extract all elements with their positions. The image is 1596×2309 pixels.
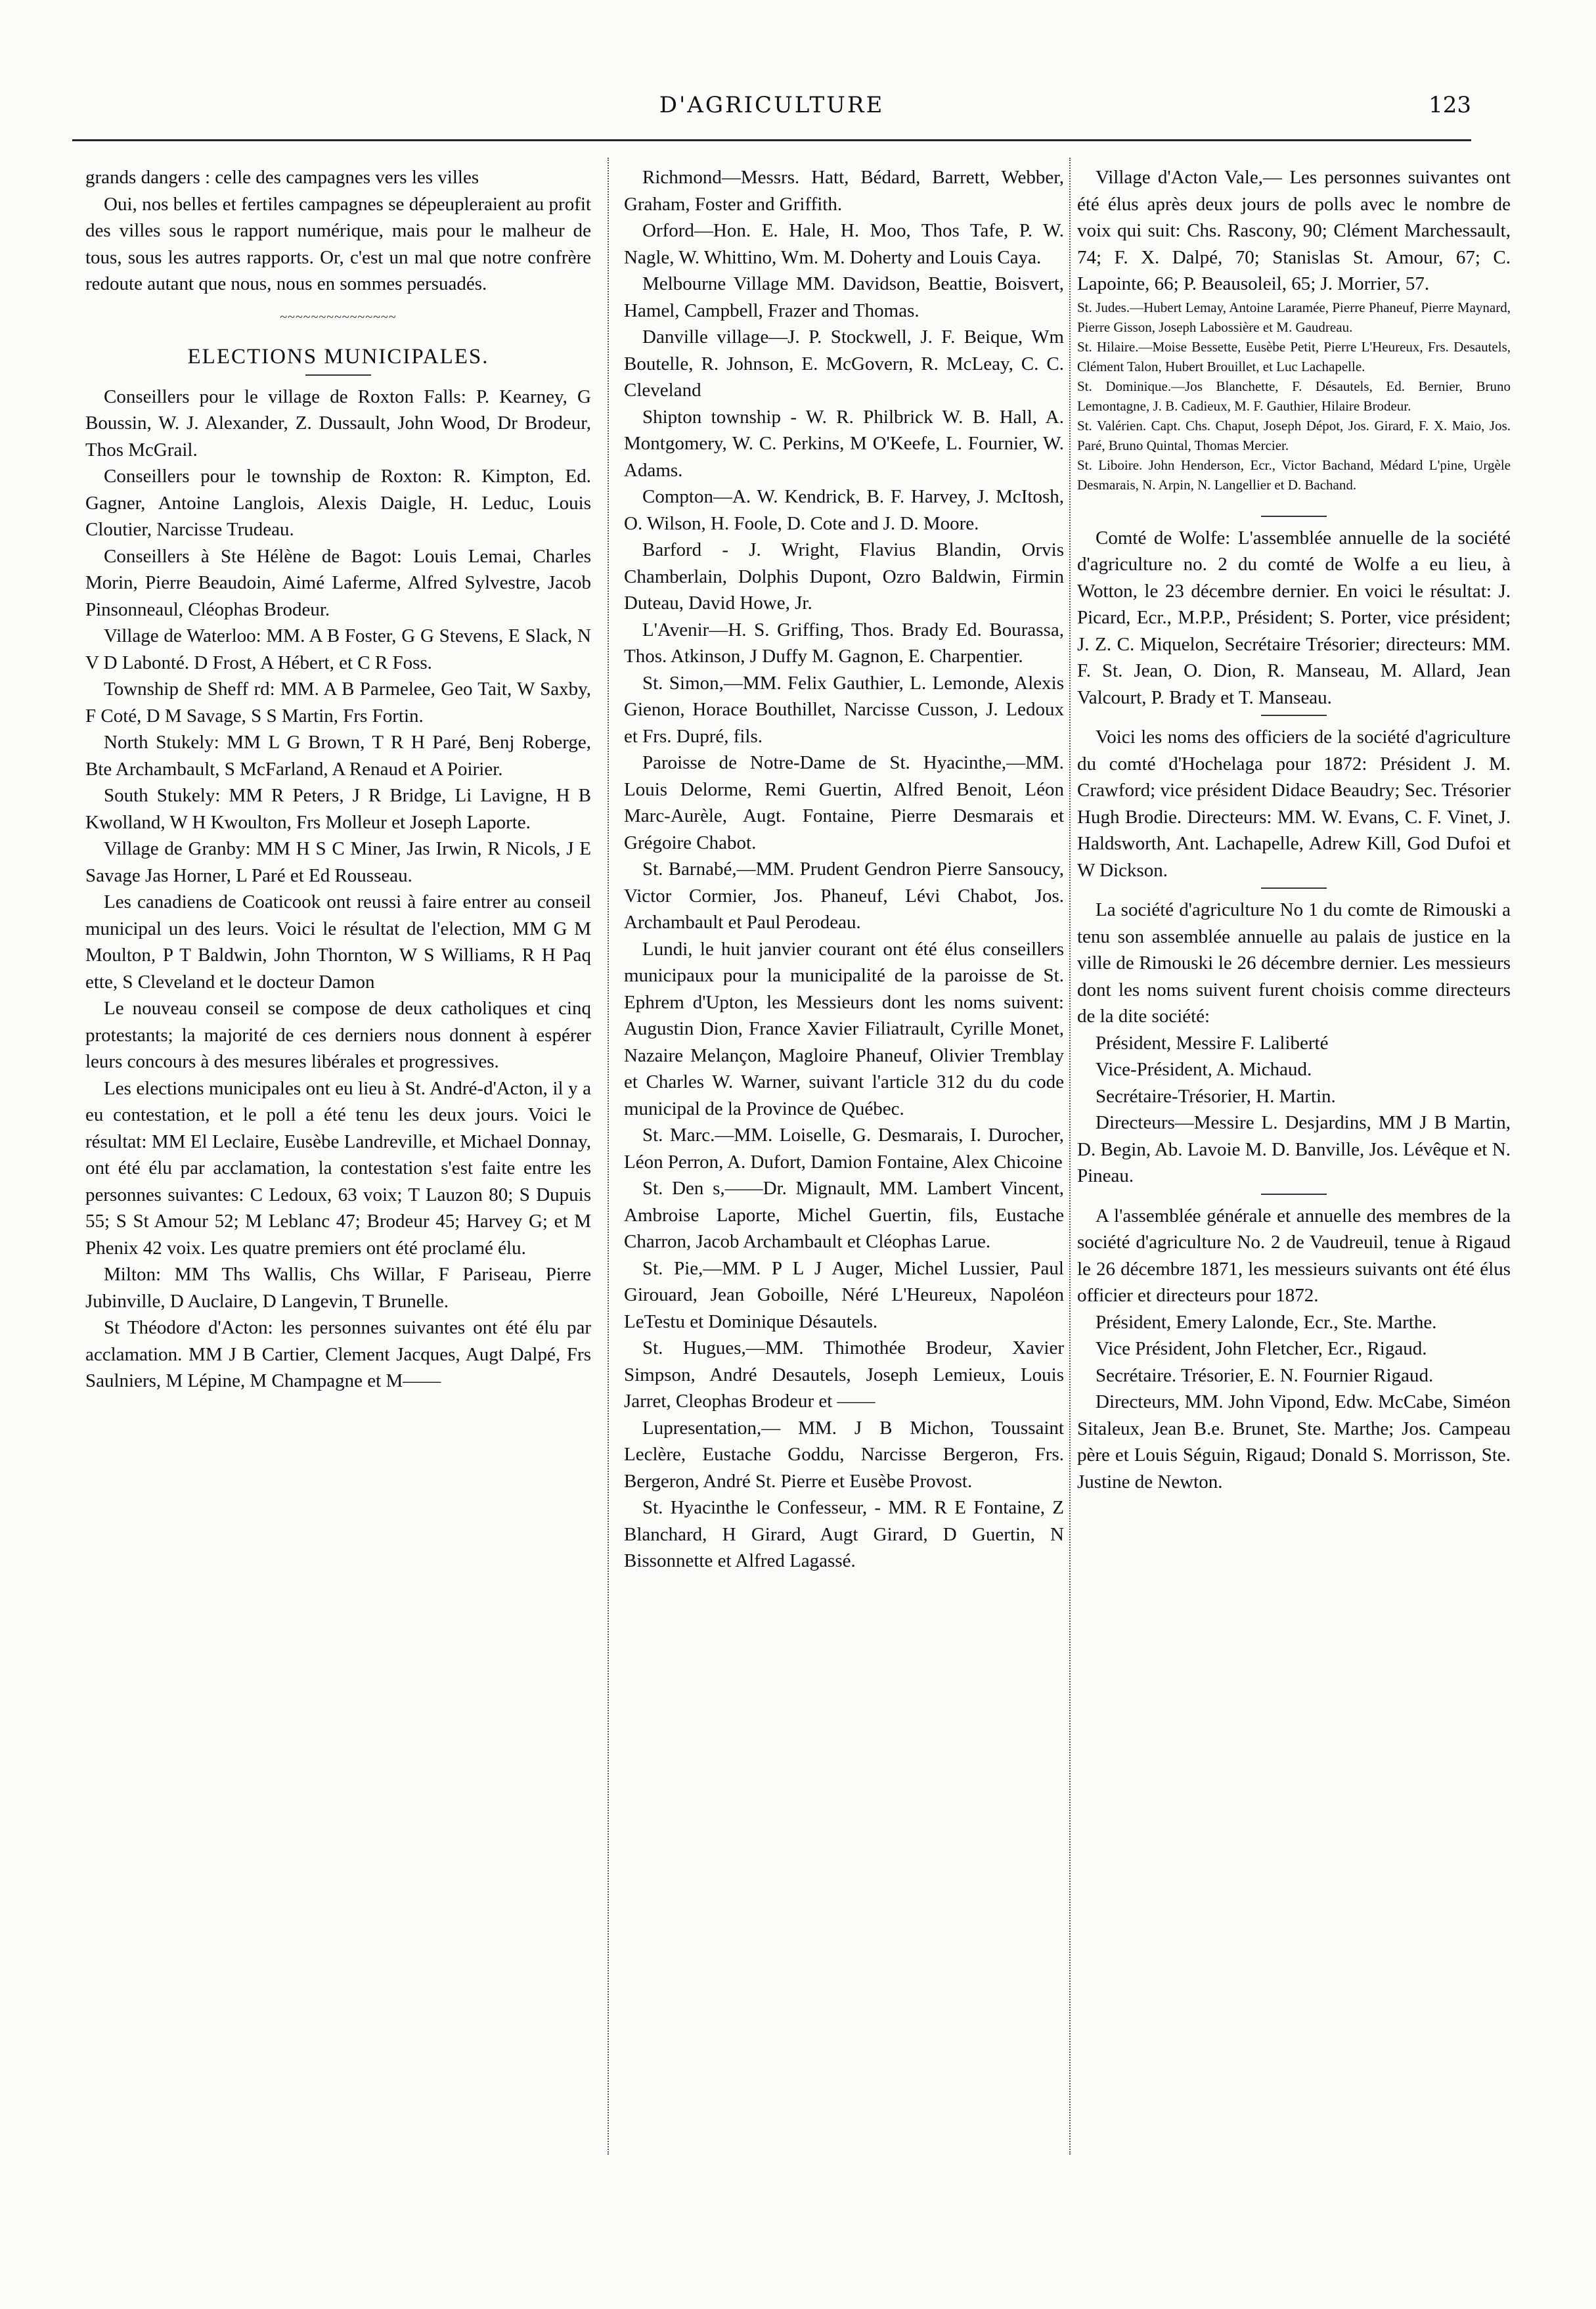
paragraph: Les elections municipales ont eu lieu à St. André-d'Acton, il y a eu contestation, et le poll a été tenu les deux jours. Voici le résultat: MM El Leclaire, Eusèbe Landreville, et Michael Donnay, ont été élu par acclamation, la contestation s'est faite entre les personnes suivantes: C Ledoux, 63 voix; T Lauzon 80; S Dupuis 55; S St Amour 52; M Leblanc 47; Brodeur 45; Harvey G; et M Phenix 42 voix. Les quatre premiers ont été proclamé élu. [85,1077,591,1259]
paragraph: Paroisse de Notre-Dame de St. Hyacinthe,—MM. Louis Delorme, Remi Guertin, Alfred Benoit, Léon Marc-Aurèle, Augt. Fontaine, Pierre Desmarais et Grégoire Chabot. [624,752,1064,853]
short-rule [1261,516,1327,517]
column-3 [1077,164,1511,1495]
paragraph: Milton: MM Ths Wallis, Chs Willar, F Pariseau, Pierre Jubinville, D Auclaire, D Langevin, T Brunelle. [85,1264,591,1312]
officer-line: Vice Président, John Fletcher, Ecr., Rigaud. [1096,1338,1427,1359]
paragraph: Barford - J. Wright, Flavius Blandin, Orvis Chamberlain, Dolphis Dupont, Ozro Baldwin, Firmin Duteau, David Howe, Jr. [624,539,1064,614]
paragraph: St. Hyacinthe le Confesseur, - MM. R E Fontaine, Z Blanchard, H Girard, Augt Girard, D Guertin, N Bissonnette et Alfred Lagassé. [624,1497,1064,1571]
short-rule [1261,715,1327,716]
officer-line: Vice-Président, A. Michaud. [1096,1059,1312,1080]
paragraph: St Théodore d'Acton: les personnes suivantes ont été élu par acclamation. MM J B Cartier, Clement Jacques, Augt Dalpé, Frs Saulniers, M Lépine, M Champagne et M—— [85,1317,591,1391]
paragraph: Village de Waterloo: MM. A B Foster, G G Stevens, E Slack, N V D Labonté. D Frost, A Hébert, et C R Foss. [85,625,591,673]
paragraph: L'Avenir—H. S. Griffing, Thos. Brady Ed. Bourassa, Thos. Atkinson, J Duffy M. Gagnon, E. Charpentier. [624,619,1064,667]
officer-line: Directeurs, MM. John Vipond, Edw. McCabe, Siméon Sitaleux, Jean B.e. Brunet, Ste. Marthe; Jos. Campeau père et Louis Séguin, Rigaud; Donald S. Morrisson, Ste. Justine de Newton. [1077,1391,1511,1492]
officer-line: Secrétaire. Trésorier, E. N. Fournier Rigaud. [1096,1364,1434,1386]
paragraph: Comté de Wolfe: L'assemblée annuelle de la société d'agriculture no. 2 du comté de Wolfe a eu lieu, à Wotton, le 23 décembre dernier. En voici le résultat: J. Picard, Ecr., M.P.P., Président; S. Porter, vice président; J. Z. C. Miquelon, Secrétaire Trésorier; directeurs: MM. F. St. Jean, O. Dion, R. Manseau, M. Allard, Jean Valcourt, P. Brady et T. Manseau. [1077,527,1511,708]
paragraph: Orford—Hon. E. Hale, H. Moo, Thos Tafe, P. W. Nagle, W. Whittino, Wm. M. Doherty and Louis Caya. [624,220,1064,268]
paragraph: Shipton township - W. R. Philbrick W. B. Hall, A. Montgomery, W. C. Perkins, M O'Keefe, L. Fournier, W. Adams. [624,406,1064,481]
paragraph: Les canadiens de Coaticook ont reussi à faire entrer au conseil municipal un des leurs. Voici le résultat de l'election, MM G M Moulton, P T Baldwin, John Thornton, W S Williams, R H Paq ette, S Cleveland et le docteur Damon [85,891,591,993]
paragraph: grands dangers : celle des campagnes vers les villes [85,167,479,188]
paragraph: Conseillers à Ste Hélène de Bagot: Louis Lemai, Charles Morin, Pierre Beaudoin, Aimé Laferme, Alfred Sylvestre, Jacob Pinsonneaul, Cléophas Brodeur. [85,545,591,620]
column-separator [1069,158,1072,2155]
paragraph: Voici les noms des officiers de la société d'agriculture du comté d'Hochelaga pour 1872: Président J. M. Crawford; vice président Didace Beaudry; Sec. Trésorier Hugh Brodie. Directeurs: MM. W. Evans, C. F. Vinet, J. Haldsworth, Ant. Lachapelle, Adrew Kill, God Dufoi et W Dickson. [1077,727,1511,881]
column-1 [85,164,591,1395]
paragraph: St. Den s,——Dr. Mignault, MM. Lambert Vincent, Ambroise Laporte, Michel Guertin, fils, Eustache Charron, Jacob Archambault et Cléophas Larue. [624,1178,1064,1252]
column-separator [608,158,610,2155]
paragraph: St. Pie,—MM. P L J Auger, Michel Lussier, Paul Girouard, Jean Goboille, Néré L'Heureux, Napoléon LeTestu et Dominique Désautels. [624,1257,1064,1332]
paragraph: Compton—A. W. Kendrick, B. F. Harvey, J. McItosh, O. Wilson, H. Foole, D. Cote and J. D. Moore. [624,486,1064,534]
paragraph: La société d'agriculture No 1 du comte de Rimouski a tenu son assemblée annuelle au palais de justice en la ville de Rimouski le 26 décembre dernier. Les messieurs dont les noms suivent furent choisis comme directeurs de la dite société: [1077,899,1511,1027]
small-paragraph: St. Dominique.—Jos Blanchette, F. Désautels, Ed. Bernier, Bruno Lemontagne, J. B. Cadieux, M. F. Gauthier, Hilaire Brodeur. [1077,378,1511,414]
officer-line: Secrétaire-Trésorier, H. Martin. [1096,1085,1336,1107]
paragraph: Oui, nos belles et fertiles campagnes se dépeupleraient au profit des villes sous le rapport numérique, mais pour le malheur de tous, sous les autres rapports. Or, c'est un mal que notre confrère redoute autant que nous, nous en sommes persuadés. [85,193,591,294]
officer-line: Directeurs—Messire L. Desjardins, MM J B Martin, D. Begin, Ab. Lavoie M. D. Banville, Jos. Lévêque et N. Pineau. [1077,1112,1511,1186]
officer-line: Président, Emery Lalonde, Ecr., Ste. Marthe. [1096,1311,1437,1333]
paragraph: Melbourne Village MM. Davidson, Beattie, Boisvert, Hamel, Campbell, Frazer and Thomas. [624,273,1064,321]
page-number: 123 [1429,92,1471,118]
small-paragraph: St. Hilaire.—Moise Bessette, Eusèbe Petit, Pierre L'Heureux, Frs. Desautels, Clément Talon, Hubert Brouillet, et Luc Lachapelle. [1077,338,1511,374]
paragraph: Lupresentation,— MM. J B Michon, Toussaint Leclère, Eustache Goddu, Narcisse Bergeron, Frs. Bergeron, André St. Pierre et Eusèbe Provost. [624,1417,1064,1492]
paragraph: Conseillers pour le township de Roxton: R. Kimpton, Ed. Gagner, Antoine Langlois, Alexis Daigle, H. Leduc, Louis Cloutier, Narcisse Trudeau. [85,466,591,540]
paragraph: Le nouveau conseil se compose de deux catholiques et cinq protestants; la majorité de ces derniers nous donnent à espérer leurs concours à des mesures libérales et progressives. [85,998,591,1072]
officer-line: Président, Messire F. Laliberté [1096,1032,1329,1054]
short-rule [1261,887,1327,889]
paragraph: Village de Granby: MM H S C Miner, Jas Irwin, R Nicols, J E Savage Jas Horner, L Paré et Ed Rousseau. [85,838,591,886]
column-2 [624,164,1064,1575]
paragraph: Danville village—J. P. Stockwell, J. F. Beique, Wm Boutelle, R. Johnson, E. McGovern, R. McLeay, C. C. Cleveland [624,326,1064,401]
paragraph: St. Simon,—MM. Felix Gauthier, L. Lemonde, Alexis Gienon, Horace Bouthillet, Narcisse Cusson, J. Ledoux et Frs. Dupré, fils. [624,672,1064,747]
spacer [1077,495,1511,512]
section-heading: ELECTIONS MUNICIPALES. [187,345,489,369]
short-rule [1261,1194,1327,1195]
paragraph: St. Hugues,—MM. Thimothée Brodeur, Xavier Simpson, André Desautels, Joseph Lemieux, Louis Jarret, Cleophas Brodeur et —— [624,1337,1064,1412]
short-rule [305,374,371,376]
small-paragraph: St. Judes.—Hubert Lemay, Antoine Laramée, Pierre Phaneuf, Pierre Maynard, Pierre Gisson, Joseph Labossière et M. Gaudreau. [1077,299,1511,335]
paragraph: Township de Sheff rd: MM. A B Parmelee, Geo Tait, W Saxby, F Coté, D M Savage, S S Martin, Frs Fortin. [85,679,591,727]
paragraph: Lundi, le huit janvier courant ont été élus conseillers municipaux pour la municipalité de la paroisse de St. Ephrem d'Upton, les Messieurs dont les noms suivent: Augustin Dion, France Xavier Filiatrault, Cyrille Monet, Nazaire Melançon, Magloire Phaneuf, Olivier Tremblay et Charles W. Warner, suivant l'article 312 du du code municipal de la Province de Québec. [624,938,1064,1119]
paragraph: Village d'Acton Vale,— Les personnes suivantes ont été élus après deux jours de polls avec le nombre de voix qui suit: Chs. Rascony, 90; Clément Marchessault, 74; F. X. Dalpé, 70; Stanislas St. Amour, 67; C. Lapointe, 66; P. Beausoleil, 65; J. Morrier, 57. [1077,167,1511,294]
small-paragraph: St. Valérien. Capt. Chs. Chaput, Joseph Dépot, Jos. Girard, F. X. Maio, Jos. Paré, Bruno Quintal, Thomas Mercier. [1077,417,1511,453]
paragraph: North Stukely: MM L G Brown, T R H Paré, Benj Roberge, Bte Archambault, S McFarland, A Renaud et A Poirier. [85,732,591,780]
paragraph: St. Barnabé,—MM. Prudent Gendron Pierre Sansoucy, Victor Cormier, Jos. Phaneuf, Lévi Chabot, Jos. Archambault et Paul Perodeau. [624,859,1064,933]
paragraph: Conseillers pour le village de Roxton Falls: P. Kearney, G Boussin, W. J. Alexander, Z. Dussault, John Wood, Dr Brodeur, Thos McGrail. [85,386,591,460]
paragraph: A l'assemblée générale et annuelle des membres de la société d'agriculture No. 2 de Vaudreuil, tenue à Rigaud le 26 décembre 1871, les messieurs suivants ont été élus officier et directeurs pour 1872. [1077,1205,1511,1306]
small-paragraph: St. Liboire. John Henderson, Ecr., Victor Bachand, Médard L'pine, Urgèle Desmarais, N. Arpin, N. Langellier et D. Bachand. [1077,457,1511,493]
header-rule [72,139,1471,141]
running-title: D'AGRICULTURE [659,92,885,118]
page-header [72,92,1471,131]
paragraph: St. Marc.—MM. Loiselle, G. Desmarais, I. Durocher, Léon Perron, A. Dufort, Damion Fontaine, Alex Chicoine [624,1125,1064,1173]
paragraph: Richmond—Messrs. Hatt, Bédard, Barrett, Webber, Graham, Foster and Griffith. [624,167,1064,215]
paragraph: South Stukely: MM R Peters, J R Bridge, Li Lavigne, H B Kwolland, W H Kwoulton, Frs Molleur et Joseph Laporte. [85,785,591,833]
ornament-divider: ~~~~~~~~~~~~~~~ [280,309,397,325]
